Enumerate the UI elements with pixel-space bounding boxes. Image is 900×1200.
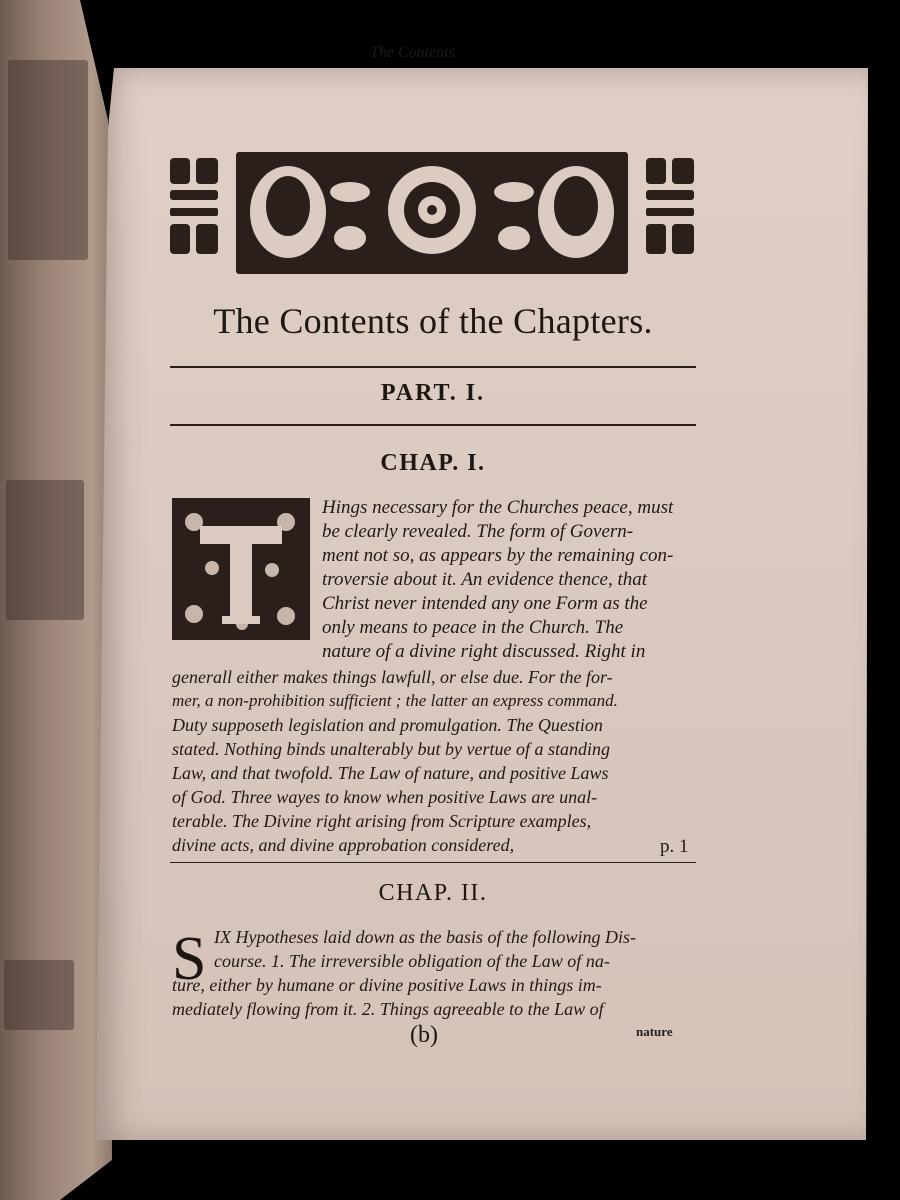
bleed-through-initial — [6, 480, 84, 620]
catchword: nature — [636, 1024, 673, 1039]
part-heading: PART. I. — [380, 380, 486, 406]
chapter-1-line: Christ never intended any one Form as the — [322, 593, 648, 614]
woodcut-headpiece-ornament — [168, 152, 696, 282]
rule-below-part — [170, 424, 696, 426]
rule-above-part — [170, 366, 696, 368]
chapter-1-line: Hings necessary for the Churches peace, must — [322, 497, 674, 518]
chapter-1-line: stated. Nothing binds unalterably but by vertue of a standing — [172, 739, 610, 759]
bleed-through-ornament — [8, 60, 88, 260]
chapter-1-line: troversie about it. An evidence thence, that — [322, 569, 648, 590]
chapter-1-line: Duty supposeth legislation and promulgation. The Question — [172, 715, 603, 735]
chapter-1-line: be clearly revealed. The form of Govern- — [322, 521, 634, 542]
chapter-1-line: divine acts, and divine approbation considered, — [172, 835, 515, 855]
chapter-1-line: of God. Three wayes to know when positive Laws are unal- — [172, 787, 598, 807]
rule-between-chapters — [170, 862, 696, 863]
chapter-1-line: nature of a divine right discussed. Right in — [322, 641, 646, 662]
chapter-1-line: ment not so, as appears by the remaining con- — [322, 545, 674, 566]
page-title: The Contents of the Chapters. — [213, 301, 653, 341]
signature-mark: (b) — [410, 1022, 438, 1048]
chapter-1-line: Law, and that twofold. The Law of nature, and positive Laws — [172, 763, 609, 783]
bleed-through-initial-2 — [4, 960, 74, 1030]
decorated-initial-t-icon — [172, 498, 310, 640]
chapter-2-line: ture, either by humane or divine positive Laws in things im- — [172, 975, 602, 995]
page-reference: p. 1 — [660, 836, 689, 857]
chapter-1-line: generall either makes things lawfull, or else due. For the for- — [172, 667, 613, 687]
chapter-2-line: course. 1. The irreversible obligation of the Law of na- — [214, 951, 610, 971]
chapter-1-line: mer, a non-prohibition sufficient ; the latter an express command. — [172, 691, 618, 710]
chapter-2-initial: S — [172, 925, 207, 993]
chapter-1-line: terable. The Divine right arising from Scripture examples, — [172, 811, 592, 831]
chapter-1-line: only means to peace in the Church. The — [322, 617, 624, 638]
chapter-2-line: mediately flowing from it. 2. Things agreeable to the Law of — [172, 999, 604, 1019]
chapter-2-line: IX Hypotheses laid down as the basis of the following Dis- — [214, 927, 636, 947]
chapter-2-heading: CHAP. II. — [378, 880, 488, 906]
chapter-1-heading: CHAP. I. — [380, 450, 486, 476]
running-head-bleed: The Contents. — [370, 44, 459, 61]
